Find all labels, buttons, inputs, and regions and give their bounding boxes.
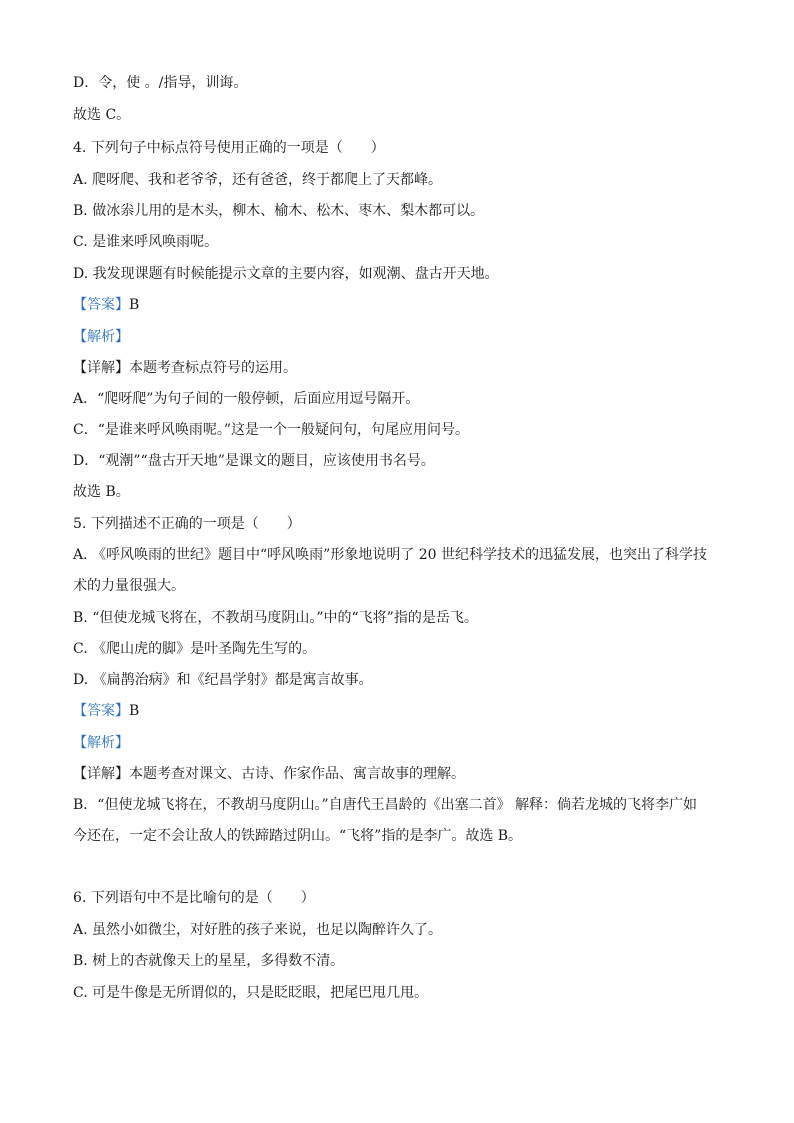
q5-option-a-continued: 术的力量很强大。	[73, 578, 185, 594]
q5-option-d: D. 《扁鹊治病》和《纪昌学射》都是寓言故事。	[73, 672, 373, 688]
q5-stem: 5. 下列描述不正确的一项是（ ）	[73, 516, 301, 532]
q4-analysis-tag: 【解析】	[73, 329, 129, 345]
q4-conclusion: 故选 B。	[73, 484, 130, 500]
answer-tag: 【答案】	[73, 703, 129, 719]
q5-option-a: A. 《呼风唤雨的世纪》题目中“呼风唤雨”形象地说明了 20 世纪科学技术的迅猛发展，也突出了科学技	[73, 547, 708, 563]
q4-option-d: D. 我发现课题有时候能提示文章的主要内容，如观潮、盘古开天地。	[73, 266, 499, 282]
answer-value: B	[129, 703, 140, 719]
q4-detail-c: C．“是谁来呼风唤雨呢。”这是一个一般疑问句，句尾应用问号。	[73, 422, 470, 438]
q6-option-b: B. 树上的杏就像天上的星星，多得数不清。	[73, 953, 345, 969]
q6-stem: 6. 下列语句中不是比喻句的是（ ）	[73, 890, 315, 906]
q4-option-a: A. 爬呀爬、我和老爷爷，还有爸爸，终于都爬上了天都峰。	[73, 172, 443, 188]
q4-option-b: B. 做冰尜儿用的是木头，柳木、榆木、松木、枣木、梨木都可以。	[73, 203, 485, 219]
q4-detail: 【详解】本题考查标点符号的运用。	[73, 360, 297, 376]
q5-detail: 【详解】本题考查对课文、古诗、作家作品、寓言故事的理解。	[73, 766, 465, 782]
q5-detail-b: B．“但使龙城飞将在，不教胡马度阴山。”自唐代王昌龄的《出塞二首》 解释：倘若龙城的飞将李广如	[73, 797, 698, 813]
q4-stem: 4. 下列句子中标点符号使用正确的一项是（ ）	[73, 140, 385, 156]
answer-value: B	[129, 297, 140, 313]
q3-conclusion: 故选 C。	[73, 107, 131, 123]
q4-detail-d: D．“观潮”“盘古开天地”是课文的题目，应该使用书名号。	[73, 453, 435, 469]
q4-detail-a: A．“爬呀爬”为句子间的一般停顿，后面应用逗号隔开。	[73, 391, 420, 407]
q3-option-d-explanation: D．令，使 。/指导，训诲。	[73, 75, 248, 91]
answer-tag: 【答案】	[73, 297, 129, 313]
q6-option-c: C. 可是牛像是无所谓似的，只是眨眨眼，把尾巴甩几甩。	[73, 985, 429, 1001]
q5-option-c: C. 《爬山虎的脚》是叶圣陶先生写的。	[73, 641, 317, 657]
q4-option-c: C. 是谁来呼风唤雨呢。	[73, 234, 219, 250]
q5-option-b: B. “但使龙城飞将在，不教胡马度阴山。”中的“飞将”指的是岳飞。	[73, 610, 478, 626]
q5-detail-b-continued: 今还在，一定不会让敌人的铁蹄踏过阴山。“飞将”指的是李广。故选 B。	[73, 828, 523, 844]
q4-answer	[73, 295, 733, 315]
q5-analysis-tag: 【解析】	[73, 735, 129, 751]
q5-answer	[73, 701, 733, 721]
q6-option-a: A. 虽然小如微尘，对好胜的孩子来说，也足以陶醉许久了。	[73, 922, 443, 938]
